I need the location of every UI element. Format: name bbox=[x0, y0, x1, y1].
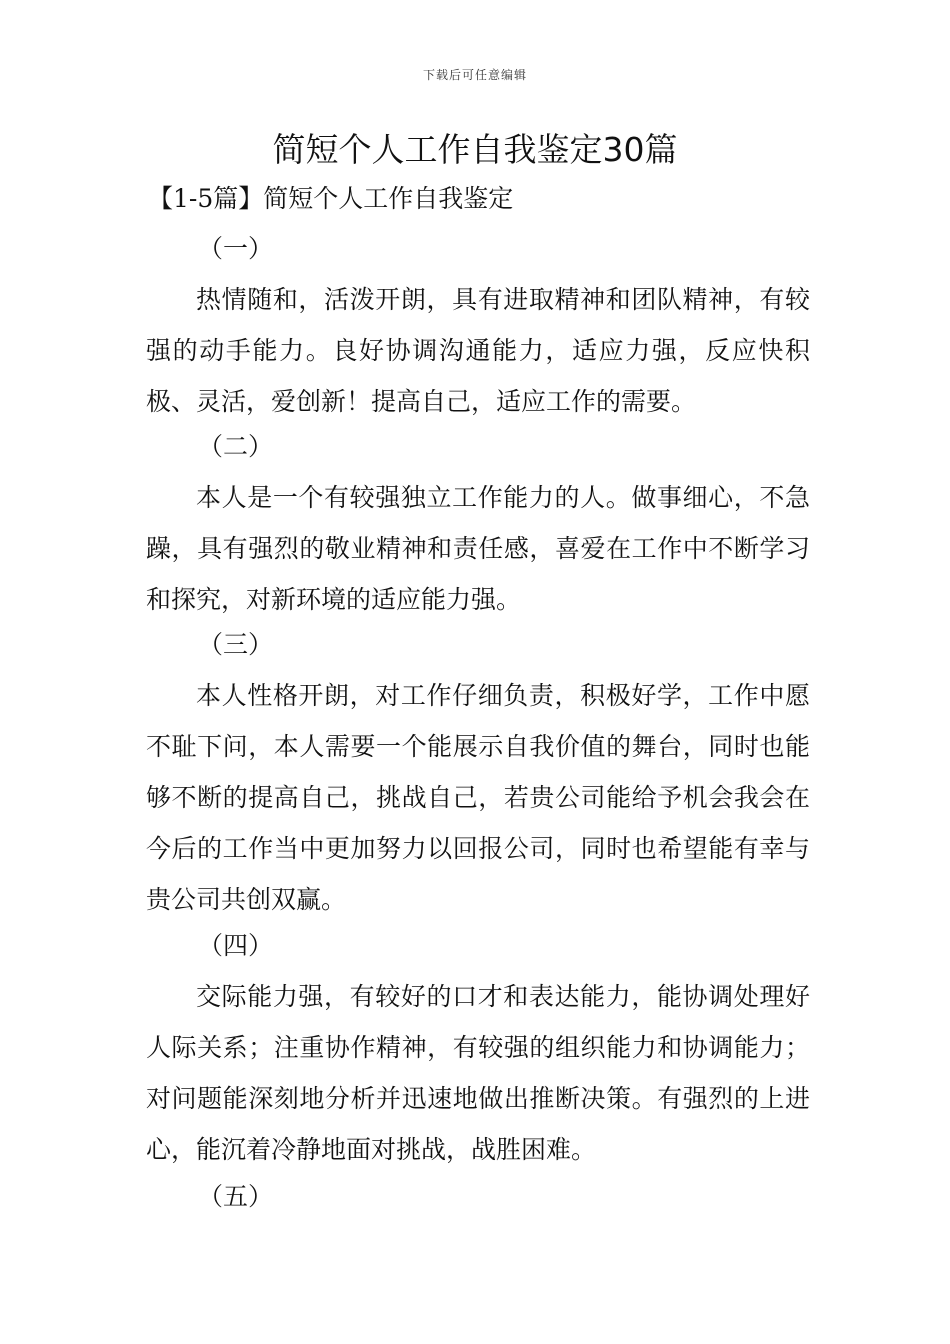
sub-heading-3: （三） bbox=[198, 630, 274, 659]
paragraph-1-text: 热情随和，活泼开朗，具有进取精神和团队精神，有较强的动手能力。良好协调沟通能力，适应力强，反应快积极、灵活，爱创新！提高自己，适应工作的需要。 bbox=[146, 285, 810, 416]
section-heading: 【1-5篇】简短个人工作自我鉴定 bbox=[148, 184, 514, 213]
paragraph-2 bbox=[146, 472, 810, 625]
paragraph-4-text: 交际能力强，有较好的口才和表达能力，能协调处理好人际关系；注重协作精神，有较强的组织能力和协调能力；对问题能深刻地分析并迅速地做出推断决策。有强烈的上进心，能沉着冷静地面对挑战，战胜困难。 bbox=[146, 982, 810, 1164]
document-title: 简短个人工作自我鉴定30篇 bbox=[272, 130, 678, 169]
header-note: 下载后可任意编辑 bbox=[422, 68, 527, 82]
paragraph-1 bbox=[146, 274, 810, 427]
paragraph-2-text: 本人是一个有较强独立工作能力的人。做事细心，不急躁，具有强烈的敬业精神和责任感，喜爱在工作中不断学习和探究，对新环境的适应能力强。 bbox=[146, 483, 810, 614]
paragraph-3 bbox=[146, 670, 810, 925]
sub-heading-2: （二） bbox=[198, 432, 274, 461]
paragraph-3-text: 本人性格开朗，对工作仔细负责，积极好学，工作中愿不耻下问，本人需要一个能展示自我价值的舞台，同时也能够不断的提高自己，挑战自己，若贵公司能给予机会我会在今后的工作当中更加努力以回报公司，同时也希望能有幸与贵公司共创双赢。 bbox=[146, 681, 810, 914]
sub-heading-5: （五） bbox=[198, 1182, 274, 1211]
paragraph-4 bbox=[146, 971, 810, 1175]
sub-heading-1: （一） bbox=[198, 234, 274, 263]
sub-heading-4: （四） bbox=[198, 931, 274, 960]
